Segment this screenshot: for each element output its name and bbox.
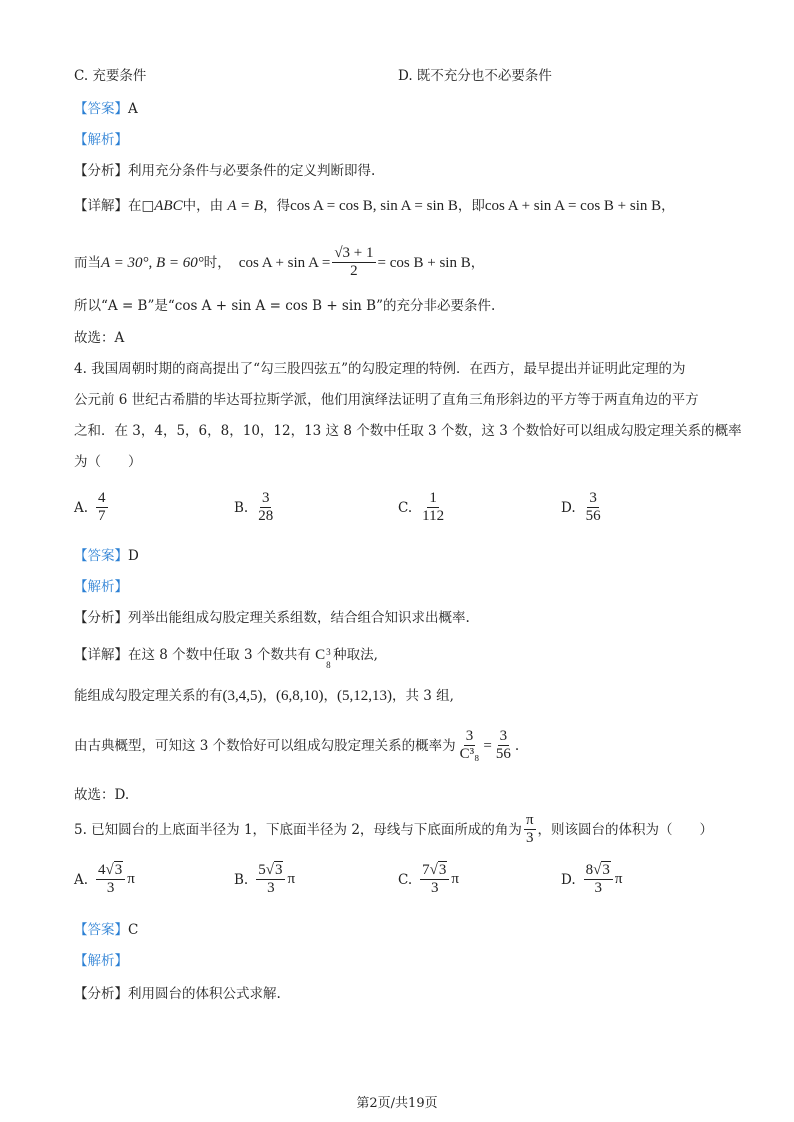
- option-label: B.: [234, 871, 249, 888]
- q4-detail-3: [74, 728, 519, 763]
- q5-option-d: [561, 862, 622, 897]
- page-footer: 第2页/共19页: [356, 1096, 438, 1111]
- option-label: A.: [74, 871, 89, 888]
- denominator: 3: [594, 880, 602, 896]
- analysis-tag: 【解析】: [74, 132, 128, 148]
- coef: 5: [258, 862, 266, 878]
- q4-detail-1: [74, 645, 378, 670]
- math: cos A + sin A = cos B + sin B: [484, 198, 662, 214]
- denominator: 3: [431, 880, 439, 896]
- fenxi-line: [74, 161, 375, 181]
- answer-tag: 【答案】: [74, 922, 128, 938]
- pi: π: [287, 871, 296, 887]
- fraction: [332, 245, 375, 280]
- q5-fenxi-line: [74, 984, 281, 1004]
- analysis-heading: [74, 130, 128, 150]
- radicand: 3: [438, 862, 447, 878]
- denominator: C³₈: [459, 746, 480, 762]
- detail-line-1: [74, 196, 675, 216]
- text: 在这 8 个数中任取 3 个数共有: [128, 647, 311, 663]
- text: 而当: [74, 254, 101, 271]
- answer-line: [74, 99, 138, 119]
- q4-stem-3: 之和．在 3，4，5，6，8，10，12，13 这 8 个数中任取 3 个数，这 3 个数恰好可以组成勾股定理关系的概率: [74, 423, 742, 439]
- combination: [315, 647, 333, 670]
- choose-line: 故选：A: [74, 330, 125, 346]
- numerator: 1: [429, 490, 437, 506]
- text: ，即: [457, 198, 485, 214]
- numerator: 4: [98, 490, 106, 506]
- answer-tag: 【答案】: [74, 548, 128, 564]
- fraction: [96, 862, 125, 897]
- fraction: [256, 862, 285, 897]
- text: ，得: [263, 198, 291, 214]
- text: .: [514, 737, 520, 754]
- text: 能组成勾股定理关系的有: [74, 688, 223, 704]
- q5-option-c: [398, 862, 459, 897]
- denominator: 56: [495, 746, 511, 762]
- answer-value: C: [128, 922, 139, 938]
- denominator: 7: [98, 508, 106, 524]
- radicand: 3: [602, 862, 610, 878]
- q4-answer-line: [74, 546, 139, 566]
- numerator: 5√3: [256, 862, 285, 880]
- text: ，共 3 组,: [392, 688, 454, 704]
- numerator: 3: [465, 728, 474, 744]
- fraction: [96, 490, 108, 525]
- detail-line-3: 所以“A = B”是“cos A + sin A = cos B + sin B”的充分非必要条件.: [74, 298, 496, 314]
- denominator: 3: [525, 830, 534, 846]
- fraction: [584, 862, 613, 897]
- radicand: 3: [274, 862, 283, 878]
- fenxi-text: 利用充分条件与必要条件的定义判断即得.: [128, 163, 376, 179]
- triangle-box: □: [141, 198, 155, 214]
- text: 时，: [203, 254, 231, 271]
- xiangjie-tag: 【详解】: [74, 647, 128, 663]
- q4-detail-2: [74, 686, 454, 706]
- coef: 4: [98, 862, 106, 878]
- option-label: C.: [398, 499, 413, 516]
- option-label: D.: [561, 499, 576, 516]
- q5-option-b: [234, 862, 295, 897]
- fenxi-tag: 【分析】: [74, 986, 128, 1002]
- q4-option-a: [74, 490, 110, 525]
- q4-analysis-heading: [74, 577, 128, 597]
- q5-answer-line: [74, 920, 138, 940]
- q4-option-d: [561, 490, 605, 525]
- q5-analysis-heading: [74, 951, 128, 971]
- q4-stem-4: 为（ ）: [74, 454, 142, 470]
- numerator: π: [525, 812, 534, 828]
- denominator: 28: [258, 508, 274, 524]
- numerator: √3 + 1: [334, 245, 374, 261]
- fenxi-tag: 【分析】: [74, 610, 128, 626]
- q4-stem-2: 公元前 6 世纪古希腊的毕达哥拉斯学派，他们用演绎法证明了直角三角形斜边的平方等于两直角边的平方: [74, 392, 699, 408]
- fenxi-text: 利用圆台的体积公式求解.: [128, 986, 281, 1002]
- coef: 8: [585, 862, 594, 878]
- separator: ，: [262, 688, 276, 704]
- triple: (3,4,5): [222, 688, 263, 704]
- numerator: 8√3: [584, 862, 613, 880]
- text: ，则该圆台的体积为（ ）: [537, 821, 714, 838]
- option-label: C.: [398, 871, 413, 888]
- denominator: 112: [422, 508, 445, 524]
- fraction: [458, 728, 482, 763]
- text: 由古典概型，可知这 3 个数恰好可以组成勾股定理关系的概率为: [74, 737, 456, 754]
- text: 种取法,: [333, 647, 378, 663]
- fraction: [494, 728, 513, 763]
- math: = cos B + sin B: [377, 254, 471, 271]
- comb-sub: 8: [326, 660, 331, 670]
- q4-option-c: [398, 490, 448, 525]
- fraction: [584, 490, 603, 525]
- numerator: 4√3: [96, 862, 125, 880]
- fraction: [256, 490, 275, 525]
- answer-value: D: [128, 548, 139, 564]
- numerator: 7√3: [420, 862, 449, 880]
- denominator: 3: [267, 880, 275, 896]
- separator: ，: [323, 688, 337, 704]
- math: cos A = cos B, sin A = sin B: [290, 198, 458, 214]
- radicand: 3: [114, 862, 123, 878]
- option-c: C. 充要条件: [74, 68, 147, 84]
- denominator: 2: [350, 263, 358, 279]
- option-d: D. 既不充分也不必要条件: [398, 68, 552, 84]
- pi: π: [127, 871, 135, 887]
- fraction: [420, 490, 446, 525]
- fraction: [524, 812, 536, 847]
- fenxi-text: 列举出能组成勾股定理关系组数，结合组合知识求出概率.: [128, 610, 470, 626]
- math: ABC: [154, 198, 183, 214]
- numerator: 3: [589, 490, 597, 506]
- analysis-tag: 【解析】: [74, 579, 128, 595]
- numerator: 3: [261, 490, 270, 506]
- q4-choose-line: 故选：D.: [74, 787, 130, 803]
- fraction: [420, 862, 449, 897]
- text: ，: [661, 198, 675, 214]
- option-label: B.: [234, 499, 249, 516]
- q4-fenxi-line: [74, 608, 470, 628]
- pi: π: [451, 871, 459, 887]
- denominator: 56: [585, 508, 601, 524]
- answer-tag: 【答案】: [74, 101, 128, 117]
- option-label: D.: [561, 871, 576, 888]
- text: 5. 已知圆台的上底面半径为 1，下底面半径为 2，母线与下底面所成的角为: [74, 821, 522, 838]
- denominator: 3: [106, 880, 115, 896]
- fenxi-tag: 【分析】: [74, 163, 128, 179]
- comb-sup: 3: [326, 647, 331, 657]
- math: A = 30°, B = 60°: [101, 254, 204, 271]
- text: 中，由: [182, 198, 224, 214]
- detail-line-2: [74, 245, 484, 280]
- q5-option-a: [74, 862, 135, 897]
- coef: 7: [422, 862, 430, 878]
- math: A = B: [227, 198, 264, 214]
- pi: π: [614, 871, 623, 887]
- option-label: A.: [74, 499, 89, 516]
- math: cos A + sin A =: [238, 254, 331, 271]
- analysis-tag: 【解析】: [74, 953, 128, 969]
- q5-stem: [74, 812, 713, 847]
- q4-option-b: [234, 490, 277, 525]
- equals: =: [483, 737, 492, 754]
- answer-value: A: [128, 101, 138, 117]
- numerator: 3: [499, 728, 508, 744]
- xiangjie-tag: 【详解】: [74, 198, 128, 214]
- text: ，: [470, 254, 485, 271]
- q4-stem-1: 4. 我国周朝时期的商高提出了“勾三股四弦五”的勾股定理的特例．在西方，最早提出并证明此定理的为: [74, 361, 686, 377]
- comb-letter: C: [315, 647, 326, 663]
- triple: (5,12,13): [337, 688, 392, 704]
- triple: (6,8,10): [276, 688, 324, 704]
- text: 在: [128, 198, 142, 214]
